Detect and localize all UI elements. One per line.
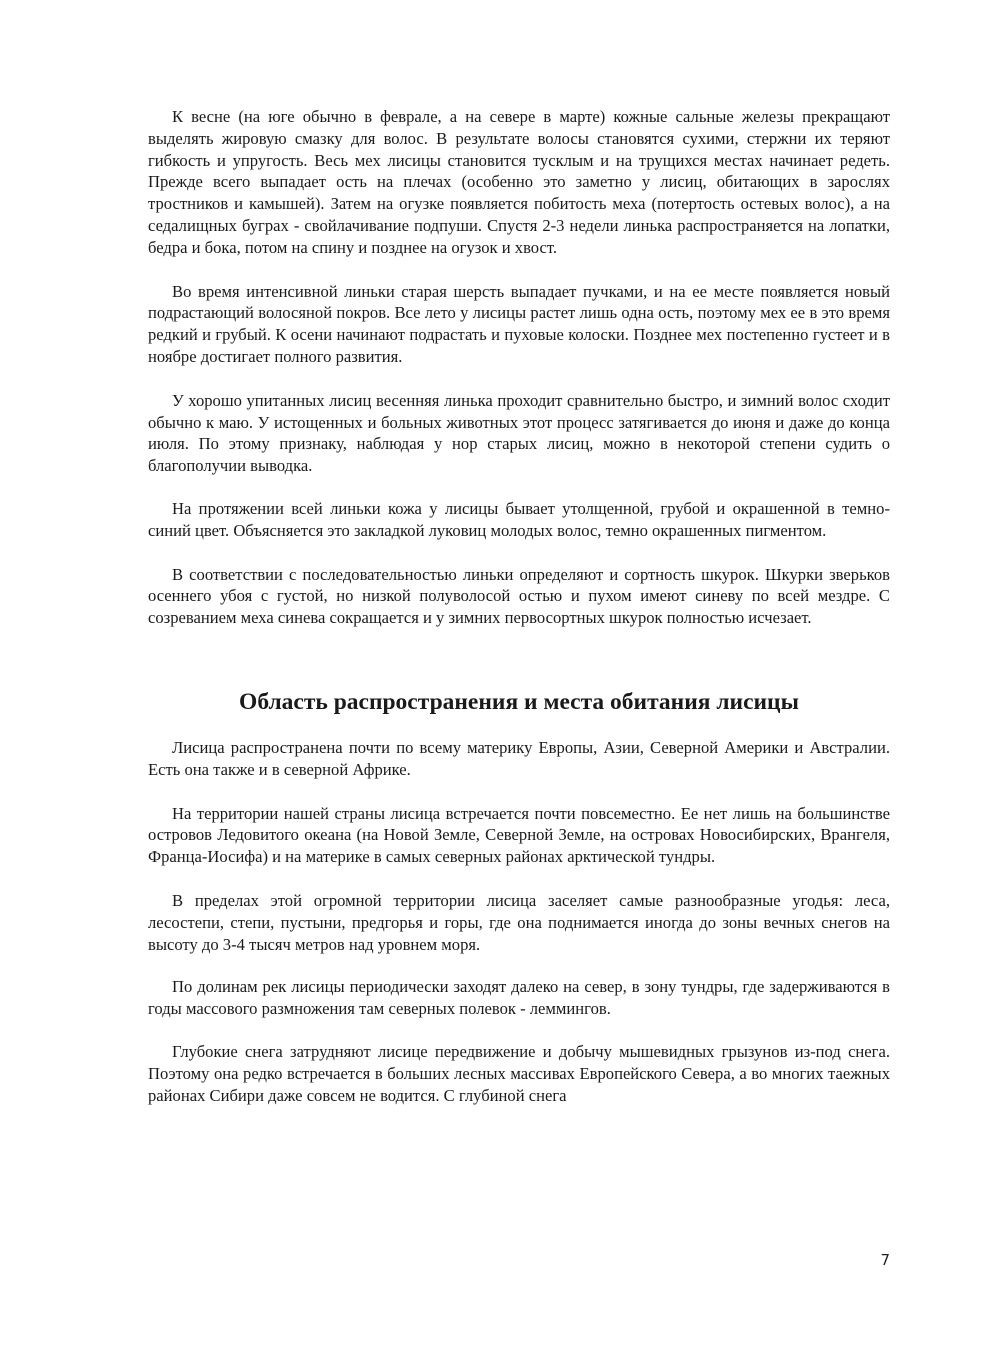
paragraph-river-valleys: По долинам рек лисицы периодически заходят далеко на север, в зону тундры, где задерживаются в годы массового размножения там северных полевок - леммингов. bbox=[148, 977, 890, 1019]
paragraph-well-fed-foxes: У хорошо упитанных лисиц весенняя линька проходит сравнительно быстро, и зимний волос сходит обычно к маю. У истощенных и больных животных этот процесс затягивается до июня и даже до конца июля. По этому признаку, наблюдая у нор старых лисиц, можно в некоторой степени судить о благополучии выводка. bbox=[148, 390, 890, 476]
paragraph-intensive-molt: Во время интенсивной линьки старая шерсть выпадает пучками, и на ее месте появляется новый подрастающий волосяной покров. Все лето у лисицы растет лишь одна ость, поэтому мех ее в это время редкий и грубый. К осени начинают подрастать и пуховые колоски. Позднее мех постепенно густеет и в ноябре достигает полного развития. bbox=[148, 281, 890, 366]
paragraph-habitats: В пределах этой огромной территории лисица заселяет самые разнообразные угодья: леса, лесостепи, степи, пустыни, предгорья и горы, где она поднимается иногда до зоны вечных снегов на высоту до 3-4 тысяч метров над уровнем моря. bbox=[148, 890, 890, 954]
section-title: Область распространения и места обитания лисицы bbox=[239, 688, 799, 715]
paragraph-skin-color: На протяжении всей линьки кожа у лисицы бывает утолщенной, грубой и окрашенной в темно-синий цвет. Объясняется это закладкой луковиц молодых волос, темно окрашенных пигментом. bbox=[148, 498, 890, 540]
paragraph-pelt-grading: В соответствии с последовательностью линьки определяют и сортность шкурок. Шкурки зверьков осеннего убоя с густой, но низкой полуволосой остью и пухом имеют синеву по всей мездре. С созреванием меха синева сокращается и у зимних первосортных шкурок полностью исчезает. bbox=[148, 564, 890, 628]
paragraph-deep-snow: Глубокие снега затрудняют лисице передвижение и добычу мышевидных грызунов из-под снега. Поэтому она редко встречается в больших лесных массивах Европейского Севера, а во многих таежных районах Сибири даже совсем не водится. С глубиной снега bbox=[148, 1041, 890, 1105]
paragraph-spring-molt: К весне (на юге обычно в феврале, а на севере в марте) кожные сальные железы прекращают выделять жировую смазку для волос. В результате волосы становятся сухими, стержни их теряют гибкость и упругость. Весь мех лисицы становится тусклым и на трущихся местах начинает редеть. Прежде всего выпадает ость на плечах (особенно это заметно у лисиц, обитающих в зарослях тростников и камышей). Затем на огузке появляется побитость меха (потертость остевых волос), а на седалищных буграх - свойлачивание подпуши. Спустя 2-3 недели линька распространяется на лопатки, бедра и бока, потом на спину и позднее на огузок и хвост. bbox=[148, 107, 890, 257]
paragraph-territory: На территории нашей страны лисица встречается почти повсеместно. Ее нет лишь на большинстве островов Ледовитого океана (на Новой Земле, Северной Земле, на островах Новосибирских, Врангеля, Франца-Иосифа) и на материке в самых северных районах арктической тундры. bbox=[148, 803, 890, 867]
document-page bbox=[148, 106, 890, 1106]
page-number: 7 bbox=[880, 1251, 890, 1269]
paragraph-distribution: Лисица распространена почти по всему материку Европы, Азии, Северной Америки и Австралии. Есть она также и в северной Африке. bbox=[148, 737, 890, 779]
